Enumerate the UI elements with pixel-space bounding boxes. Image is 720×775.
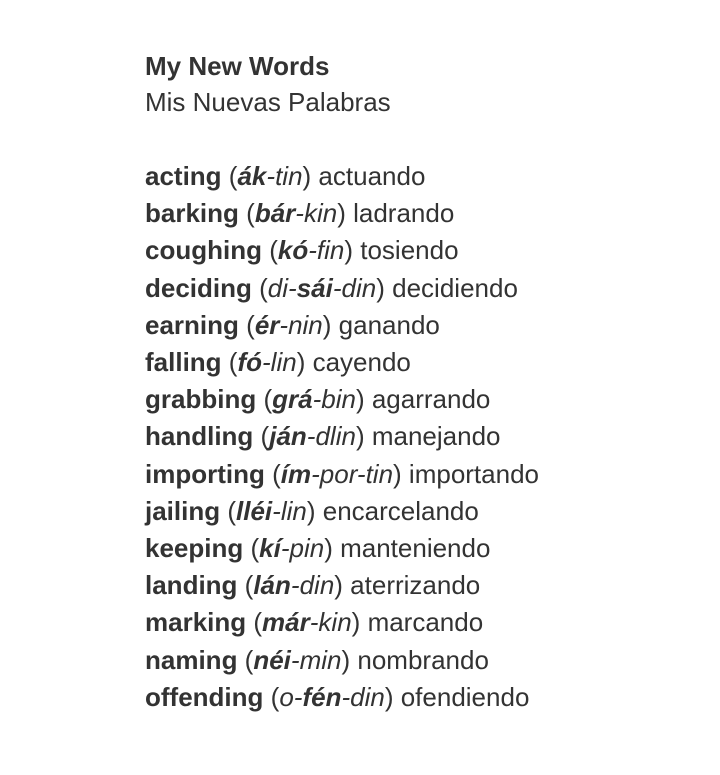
pronunciation: ján-dlin	[269, 421, 356, 452]
word-row: earning (ér-nin) ganando	[145, 309, 440, 340]
syllable: bin	[321, 384, 356, 415]
pronunciation: fó-lin	[237, 347, 297, 378]
pronunciation: grá-bin	[272, 384, 356, 415]
stressed-syllable: fén	[302, 681, 342, 712]
syllable: tin	[275, 161, 303, 191]
english-word: grabbing	[145, 384, 257, 415]
spanish-translation: encarcelando	[322, 495, 479, 526]
stressed-syllable: kí	[259, 533, 281, 564]
syllable: min	[299, 644, 342, 675]
english-word: naming	[145, 644, 238, 675]
stressed-syllable: fó	[237, 347, 262, 378]
pronunciation: di-sái-din	[267, 272, 377, 303]
word-row: marking (már-kin) marcando	[145, 607, 484, 638]
english-word: barking	[145, 198, 239, 229]
syllable: o	[279, 681, 294, 712]
word-row: offending (o-fén-din) ofendiendo	[145, 681, 530, 712]
spanish-translation: manteniendo	[340, 533, 491, 564]
stressed-syllable: lán	[253, 570, 291, 601]
english-word: landing	[145, 570, 238, 601]
syllable: dlin	[315, 421, 356, 452]
pronunciation: kí-pin	[259, 533, 325, 564]
vocabulary-document	[145, 48, 705, 716]
english-word: earning	[145, 309, 239, 340]
syllable: din	[299, 570, 335, 601]
word-row: falling (fó-lin) cayendo	[145, 347, 411, 378]
word-row: naming (néi-min) nombrando	[145, 644, 489, 675]
stressed-syllable: sái	[296, 272, 333, 303]
english-word: deciding	[145, 272, 252, 303]
word-row: landing (lán-din) aterrizando	[145, 570, 481, 601]
stressed-syllable: kó	[277, 235, 309, 266]
syllable: kin	[303, 198, 338, 229]
syllable: por	[319, 458, 357, 489]
english-word: offending	[145, 681, 264, 712]
pronunciation: ák-tin	[237, 161, 303, 191]
pronunciation: néi-min	[253, 644, 342, 675]
spanish-translation: actuando	[318, 161, 426, 191]
pronunciation: ím-por-tin	[280, 458, 394, 489]
stressed-syllable: lléi	[236, 495, 273, 526]
spanish-translation: ladrando	[353, 198, 455, 229]
word-row: acting (ák-tin) actuando	[145, 161, 426, 191]
english-word: importing	[145, 458, 265, 489]
stressed-syllable: ák	[237, 161, 267, 191]
syllable: din	[350, 681, 385, 712]
syllable: di	[267, 272, 289, 303]
pronunciation: már-kin	[262, 607, 352, 638]
spanish-translation: manejando	[371, 421, 501, 452]
pronunciation: kó-fin	[277, 235, 345, 266]
syllable: lin	[270, 347, 297, 378]
english-word: jailing	[145, 495, 221, 526]
syllable: kin	[318, 607, 352, 638]
spanish-translation: tosiendo	[360, 235, 459, 266]
stressed-syllable: már	[262, 607, 310, 638]
english-word: keeping	[145, 533, 244, 564]
english-word: falling	[145, 347, 222, 378]
pronunciation: bár-kin	[254, 198, 338, 229]
pronunciation: o-fén-din	[279, 681, 385, 712]
syllable: tin	[365, 458, 394, 489]
syllable: nin	[288, 309, 323, 340]
spanish-translation: ganando	[338, 309, 440, 340]
pronunciation: lán-din	[253, 570, 335, 601]
word-row: importing (ím-por-tin) importando	[145, 458, 539, 489]
word-row: coughing (kó-fin) tosiendo	[145, 235, 459, 266]
stressed-syllable: bár	[254, 198, 296, 229]
word-row: handling (ján-dlin) manejando	[145, 421, 501, 452]
syllable: lin	[280, 495, 307, 526]
spanish-translation: importando	[408, 458, 539, 489]
syllable: din	[341, 272, 377, 303]
spanish-translation: nombrando	[357, 644, 489, 675]
spanish-translation: agarrando	[371, 384, 491, 415]
stressed-syllable: ján	[269, 421, 307, 452]
page-subtitle: Mis Nuevas Palabras	[145, 87, 391, 117]
spanish-translation: aterrizando	[350, 570, 481, 601]
english-word: marking	[145, 607, 247, 638]
page-title: My New Words	[145, 51, 330, 81]
stressed-syllable: grá	[272, 384, 313, 415]
english-word: coughing	[145, 235, 262, 266]
spanish-translation: cayendo	[312, 347, 411, 378]
english-word: handling	[145, 421, 254, 452]
syllable: fin	[316, 235, 345, 266]
spanish-translation: ofendiendo	[400, 681, 530, 712]
pronunciation: lléi-lin	[236, 495, 307, 526]
word-list	[145, 158, 705, 716]
spanish-translation: decidiendo	[392, 272, 518, 303]
word-row: keeping (kí-pin) manteniendo	[145, 533, 491, 564]
pronunciation: ér-nin	[254, 309, 323, 340]
stressed-syllable: néi	[253, 644, 291, 675]
stressed-syllable: ér	[254, 309, 280, 340]
syllable: pin	[289, 533, 325, 564]
word-row: deciding (di-sái-din) decidiendo	[145, 272, 518, 303]
stressed-syllable: ím	[280, 458, 312, 489]
english-word: acting	[145, 161, 222, 191]
spanish-translation: marcando	[367, 607, 484, 638]
word-row: jailing (lléi-lin) encarcelando	[145, 495, 479, 526]
word-row: grabbing (grá-bin) agarrando	[145, 384, 491, 415]
word-row: barking (bár-kin) ladrando	[145, 198, 455, 229]
